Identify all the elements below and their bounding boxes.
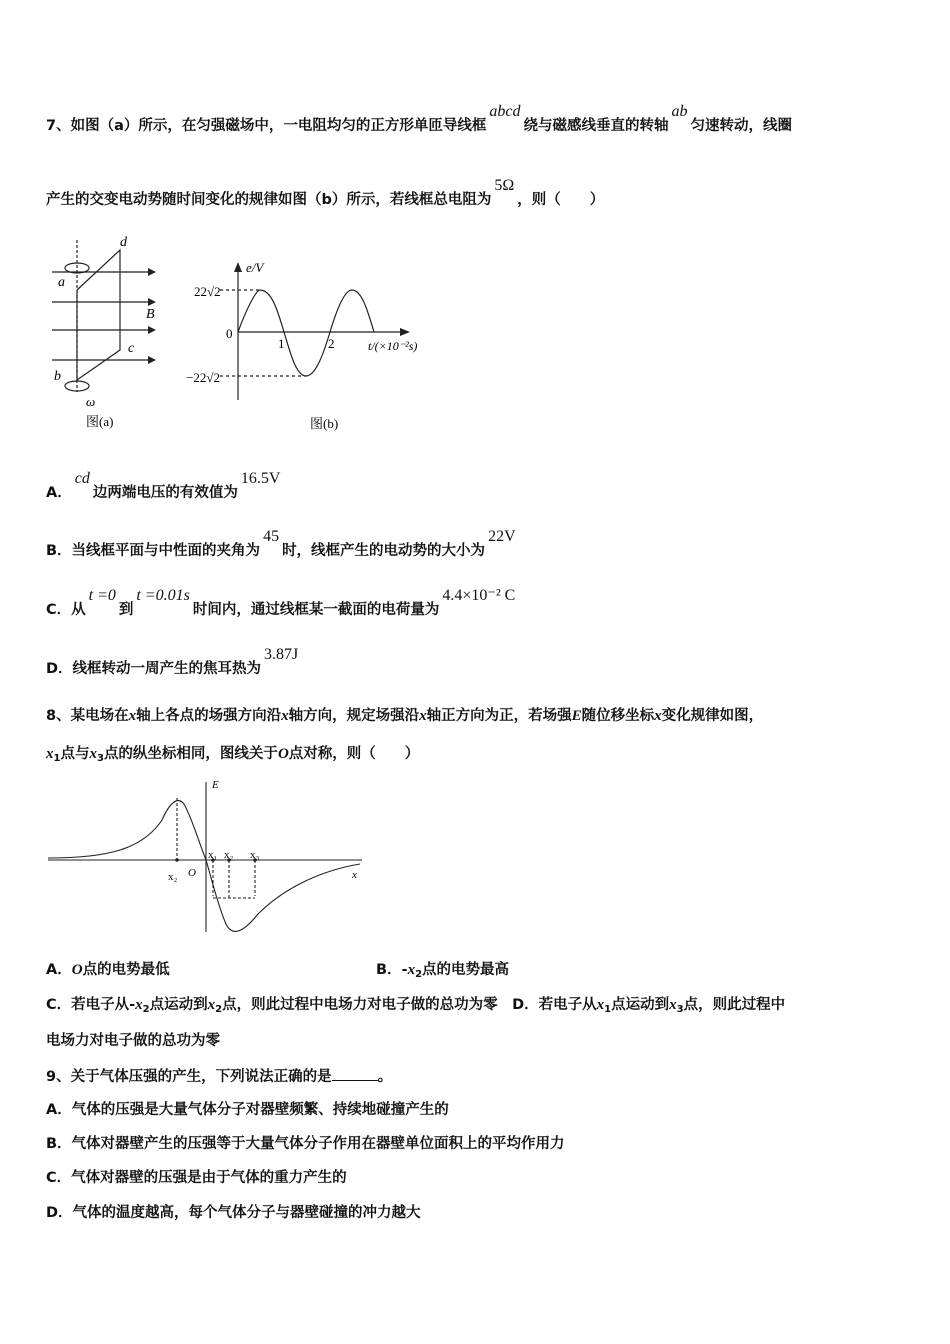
label-d: d: [120, 235, 127, 250]
q9-option-c: C．气体对器壁的压强是由于气体的重力产生的: [46, 1170, 347, 1186]
label-c: c: [128, 341, 135, 356]
sine-wave: [238, 290, 374, 376]
label-a: a: [58, 275, 65, 290]
origin-O: O: [188, 867, 196, 879]
q7-stem-line2: 产生的交变电动势随时间变化的规律如图（b）所示，若线框总电阻为5Ω，则（ ）: [46, 177, 605, 208]
label-x2: x₂: [224, 849, 234, 861]
q8-stem-line1: 8、某电场在x轴上各点的场强方向沿x轴方向，规定场强沿x轴正方向为正，若场强E随位移坐标x变化规律如图，: [46, 708, 764, 724]
q8-figure: [46, 774, 370, 936]
xlabel-x: x: [352, 869, 357, 881]
tick-1: 1: [278, 336, 285, 351]
caption-a: 图(a): [86, 414, 114, 429]
q7-option-d: D．线框转动一周产生的焦耳热为3.87J: [46, 646, 299, 677]
ylabel-E: E: [212, 779, 219, 791]
ymin-label: −22√2: [186, 370, 220, 385]
xlabel: t/(×10⁻²s): [368, 339, 418, 353]
math-ab: ab: [671, 103, 688, 120]
q7-option-b: B．当线框平面与中性面的夹角为45时，线框产生的电动势的大小为22V: [46, 528, 516, 559]
label-x3: x₃: [250, 849, 260, 861]
q7-figure-b: [186, 256, 442, 432]
label-neg-x2: x₂: [168, 871, 178, 883]
q9-stem: 9、关于气体压强的产生，下列说法正确的是 。: [46, 1066, 392, 1087]
ymax-label: 22√2: [194, 284, 221, 299]
label-omega: ω: [86, 394, 96, 409]
e-field-curve: [48, 801, 360, 932]
q9-option-b: B．气体对器壁产生的压强等于大量气体分子作用在器壁单位面积上的平均作用力: [46, 1136, 565, 1152]
caption-b: 图(b): [310, 416, 339, 431]
q7-option-c: C．从t =0到t =0.01s时间内，通过线框某一截面的电荷量为4.4×10⁻² C: [46, 587, 516, 618]
q8-option-c-d: C．若电子从$-x_2$点运动到$x_2$点，则此过程中电场力对电子做的总功为零 D．若电子从$x_1$点运动到$x_3$点，则此过程中: [46, 997, 786, 1015]
label-x1: x₁: [208, 849, 218, 861]
q8-stem-line2: $x_1$点与$x_3$点的纵坐标相同，图线关于O点对称，则（ ）: [46, 746, 420, 764]
q8-option-d-cont: 电场力对电子做的总功为零: [46, 1033, 220, 1049]
q8-option-b: B．$-x_2$点的电势最高: [376, 962, 510, 980]
q7-stem-line1: 7、如图（a）所示，在匀强磁场中，一电阻均匀的正方形单匝导线框abcd绕与磁感线垂直的转轴ab匀速转动，线圈: [46, 103, 792, 134]
ylabel: e/V: [246, 260, 264, 275]
answer-blank: [332, 1066, 378, 1081]
sine-curve: [238, 290, 338, 376]
origin-label: 0: [226, 326, 233, 341]
label-B: B: [146, 307, 155, 322]
math-resistance: 5Ω: [494, 177, 515, 194]
label-b: b: [54, 369, 61, 384]
math-abcd: abcd: [489, 103, 521, 120]
q9-option-d: D．气体的温度越高，每个气体分子与器壁碰撞的冲力越大: [46, 1205, 421, 1221]
q7-option-a: A．cd边两端电压的有效值为16.5V: [46, 470, 281, 501]
tick-2: 2: [328, 336, 335, 351]
q7-figure-a: [40, 232, 180, 432]
q8-option-a: A．O点的电势最低: [46, 962, 170, 978]
q9-option-a: A．气体的压强是大量气体分子对器壁频繁、持续地碰撞产生的: [46, 1102, 449, 1118]
